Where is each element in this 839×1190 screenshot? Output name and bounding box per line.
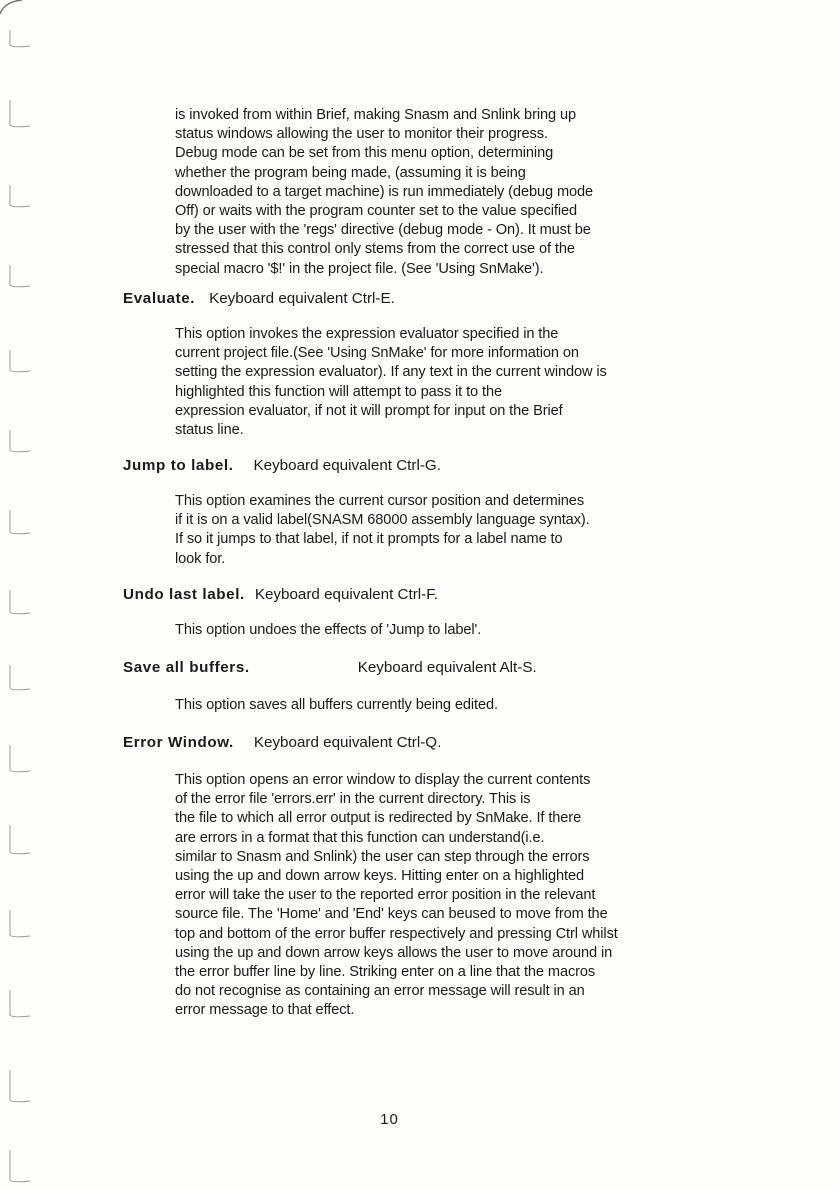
section-heading-jump-to-label <box>123 456 441 476</box>
section-heading-save-all-buffers <box>123 658 537 678</box>
text-line: is invoked from within Brief, making Snasm and Snlink bring up <box>175 107 576 123</box>
text-line: error will take the user to the reported error position in the relevant <box>175 887 596 904</box>
keyboard-shortcut: Keyboard equivalent Ctrl-G. <box>253 457 441 474</box>
text-line: This option opens an error window to display the current contents <box>175 772 591 788</box>
section-body-undo-last-label <box>175 621 723 640</box>
text-line: by the user with the 'regs' directive (debug mode - On). It must be <box>175 222 591 239</box>
text-line: stressed that this control only stems from the correct use of the <box>175 241 575 258</box>
text-line: status line. <box>175 422 244 439</box>
text-line: source file. The 'Home' and 'End' keys can beused to move from the <box>175 906 608 923</box>
section-label: Jump to label. <box>123 457 234 474</box>
section-label: Undo last label. <box>123 586 245 603</box>
text-line: similar to Snasm and Snlink) the user can step through the errors <box>175 848 590 865</box>
text-line: This option invokes the expression evaluator specified in the <box>175 326 559 342</box>
page-number: 10 <box>380 1111 399 1128</box>
text-line: If so it jumps to that label, if not it prompts for a label name to <box>175 531 563 548</box>
text-line: the file to which all error output is redirected by SnMake. If there <box>175 810 582 827</box>
section-body-error-window <box>175 771 723 1021</box>
page-corner-mark <box>0 0 30 20</box>
text-line: using the up and down arrow keys allows the user to move around in <box>175 944 613 961</box>
binder-marks <box>0 0 36 1190</box>
section-label: Evaluate. <box>123 290 196 307</box>
text-line: the error buffer line by line. Striking enter on a line that the macros <box>175 964 596 981</box>
text-line: special macro '$!' in the project file. (See 'Using SnMake'). <box>175 260 544 277</box>
text-line: downloaded to a target machine) is run immediately (debug mode <box>175 183 594 200</box>
keyboard-shortcut: Keyboard equivalent Ctrl-Q. <box>253 734 442 751</box>
text-line: This option saves all buffers currently being edited. <box>175 697 498 713</box>
text-line: setting the expression evaluator). If any text in the current window is <box>175 364 607 381</box>
section-label: Error Window. <box>123 734 234 751</box>
text-line: expression evaluator, if not it will prompt for input on the Brief <box>175 402 563 419</box>
text-line: highlighted this function will attempt to pass it to the <box>175 383 502 400</box>
text-line: This option examines the current cursor position and determines <box>175 493 585 509</box>
text-line: Debug mode can be set from this menu option, determining <box>175 145 554 162</box>
text-line: whether the program being made, (assuming it is being <box>175 164 526 181</box>
text-line: look for. <box>175 550 226 567</box>
section-body-jump-to-label <box>175 492 723 569</box>
text-line: Off) or waits with the program counter set to the value specified <box>175 203 578 220</box>
text-line: status windows allowing the user to monitor their progress. <box>175 126 548 143</box>
intro-paragraph <box>175 106 723 279</box>
text-line: of the error file 'errors.err' in the current directory. This is <box>175 791 531 808</box>
keyboard-shortcut: Keyboard equivalent Alt-S. <box>357 659 537 676</box>
text-line: error message to that effect. <box>175 1002 355 1019</box>
section-heading-evaluate <box>123 289 395 309</box>
keyboard-shortcut: Keyboard equivalent Ctrl-E. <box>209 290 395 307</box>
keyboard-shortcut: Keyboard equivalent Ctrl-F. <box>254 586 439 603</box>
text-line: do not recognise as containing an error message will result in an <box>175 983 585 1000</box>
section-heading-undo-last-label <box>123 585 438 605</box>
text-line: top and bottom of the error buffer respectively and pressing Ctrl whilst <box>175 925 618 942</box>
section-heading-error-window <box>123 733 441 753</box>
text-line: using the up and down arrow keys. Hitting enter on a highlighted <box>175 868 584 885</box>
section-label: Save all buffers. <box>123 659 250 676</box>
text-line: if it is on a valid label(SNASM 68000 assembly language syntax). <box>175 512 590 529</box>
text-line: This option undoes the effects of 'Jump to label'. <box>175 622 482 638</box>
text-line: current project file.(See 'Using SnMake' for more information on <box>175 345 579 362</box>
text-line: are errors in a format that this function can understand(i.e. <box>175 829 545 846</box>
section-body-save-all-buffers <box>175 696 723 715</box>
section-body-evaluate <box>175 325 723 440</box>
